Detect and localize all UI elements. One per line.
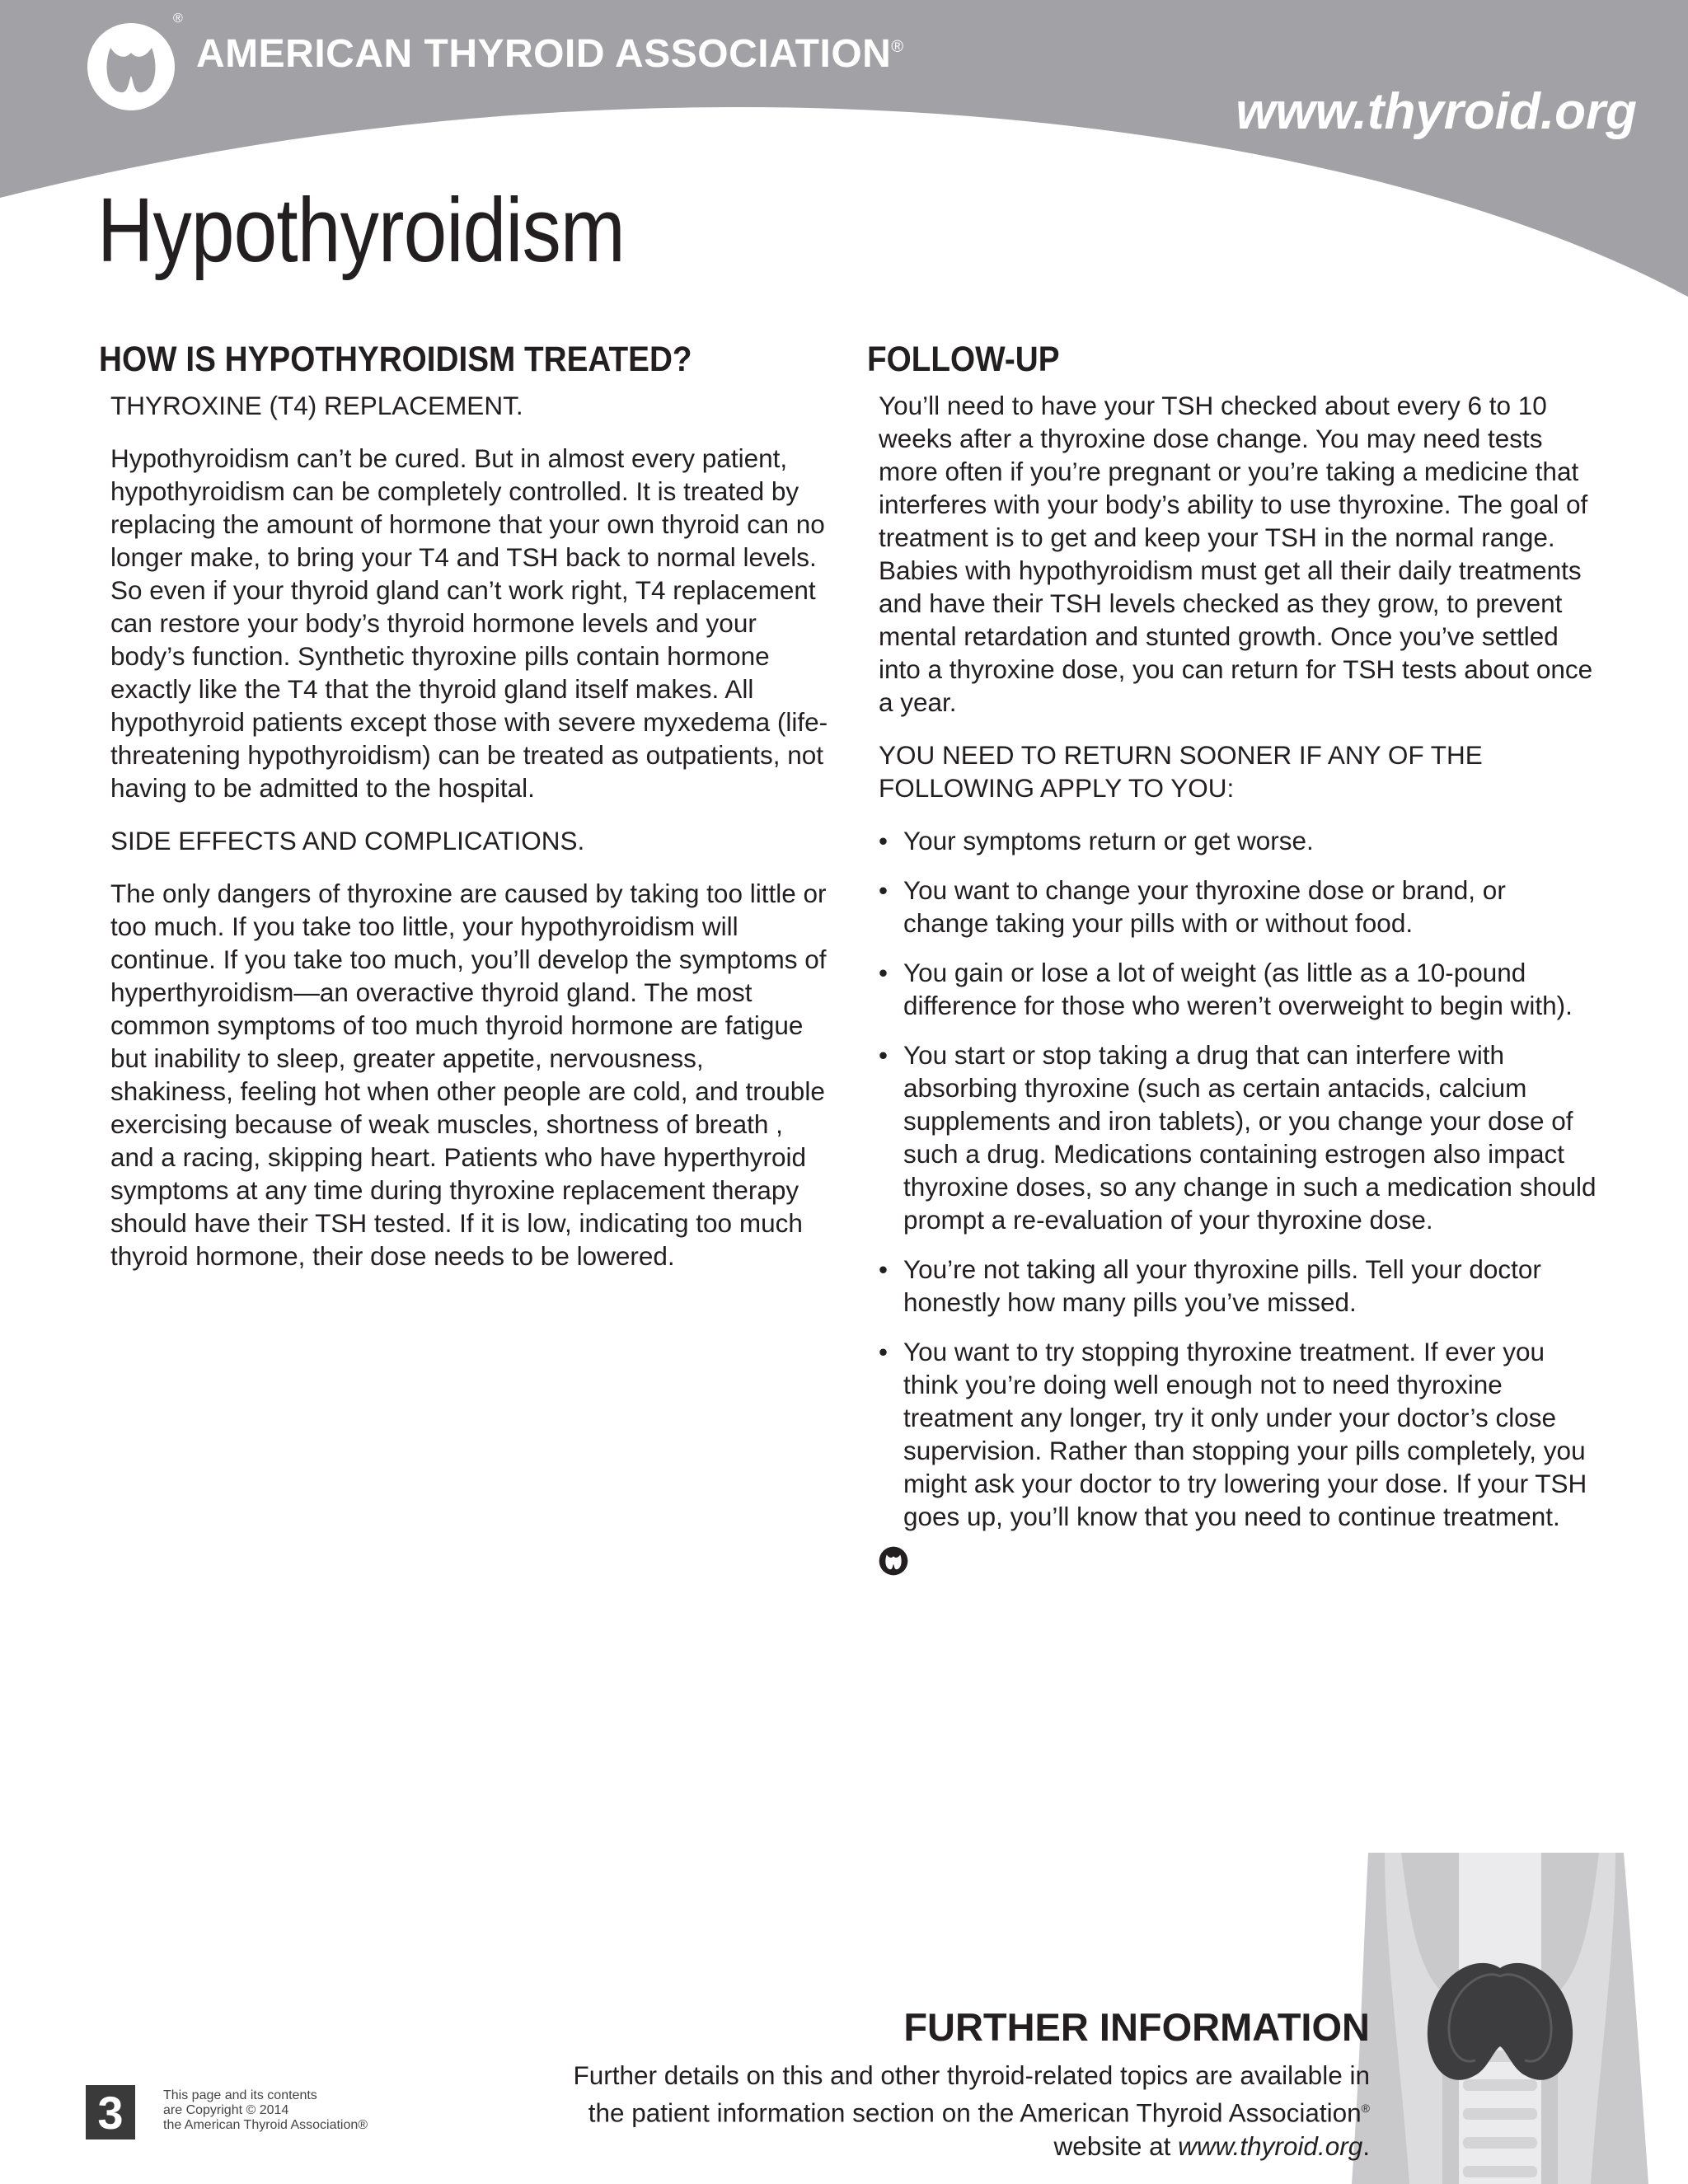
paragraph-treatment: Hypothyroidism can’t be cured. But in almost every patient, hypothyroidism can be completely controlled. It is treated by replacing the amount of hormone that your own thyroid can no longer make, to bring your T4 and TSH back to normal levels. So even if your thyroid gland can’t work right, T4 replacement can restore your body’s thyroid hormone levels and your body’s function. Synthetic thyroxine pills contain hormone exactly like the T4 that the thyroid gland itself makes. All hypothyroid patients except those with severe myxedema (life-threatening hypothyroidism) can be treated as outpatients, not having to be admitted to the hospital.	[110, 443, 828, 803]
thyroid-logo-icon	[86, 21, 176, 112]
copyright-notice: This page and its contents are Copyright © 2014 the American Thyroid Association®	[163, 2088, 368, 2132]
list-item: • You want to try stopping thyroxine treatment. If ever you think you’re doing well enough not to need thyroxine treatment any longer, try it only under your doctor’s close supervision. Rather than stopping your pills completely, you might ask your doctor to try lowering your dose. If your TSH goes up, you’ll know that you need to continue treatment.	[879, 1337, 1587, 1531]
page-number: 3	[86, 2085, 135, 2139]
list-item: • You want to change your thyroxine dose or brand, or change taking your pills with or without food.	[879, 875, 1506, 938]
page-title: Hypothyroidism	[97, 180, 625, 281]
paragraph-follow-up: You’ll need to have your TSH checked about every 6 to 10 weeks after a thyroxine dose change. You may need tests more often if you’re pregnant or you’re taking a medicine that interferes with your body’s ability to use thyroxine. The goal of treatment is to get and keep your TSH in the normal range. Babies with hypothyroidism must get all their daily treatments and have their TSH levels checked as they grow, to prevent mental retardation and stunted growth. Once you’ve settled into a thyroxine dose, you can return for TSH tests about once a year.	[879, 391, 1593, 717]
thyroid-logo-mini-icon	[879, 1546, 908, 1576]
thyroid-anatomy-illustration	[1352, 1853, 1648, 2184]
bullet: •	[879, 1254, 889, 1284]
list-item: • You gain or lose a lot of weight (as little as a 10-pound difference for those who weren’t overweight to begin with).	[879, 958, 1573, 1020]
list-item: • You’re not taking all your thyroxine pills. Tell your doctor honestly how many pills you’ve missed.	[879, 1254, 1541, 1317]
further-information-heading: FURTHER INFORMATION	[903, 2005, 1370, 2049]
subheading-t4-replacement: THYROXINE (T4) REPLACEMENT.	[110, 391, 523, 420]
bullet: •	[879, 1040, 889, 1070]
bullet: •	[879, 958, 889, 987]
list-item: • You start or stop taking a drug that can interfere with absorbing thyroxine (such as certain antacids, calcium supplements and iron tablets), or you change your dose of such a drug. Medications containing estrogen also impact thyroxine doses, so any change in such a medication should prompt a re-evaluation of your thyroxine dose.	[879, 1040, 1597, 1235]
paragraph-side-effects: The only dangers of thyroxine are caused by taking too little or too much. If you take too little, your hypothyroidism will continue. If you take too much, you’ll develop the symptoms of hyperthyroidism—an overactive thyroid gland. The most common symptoms of too much thyroid hormone are fatigue but inability to sleep, greater appetite, nervousness, shakiness, feeling hot when other people are cold, and trouble exercising because of weak muscles, shortness of breath , and a racing, skipping heart. Patients who have hyperthyroid symptoms at any time during thyroxine replacement therapy should have their TSH tested. If it is low, indicating too much thyroid hormone, their dose needs to be lowered.	[110, 879, 827, 1271]
bullet: •	[879, 1337, 889, 1366]
return-conditions-list	[867, 824, 1597, 1533]
further-information-link[interactable]: www.thyroid.org	[1178, 2130, 1363, 2161]
organization-name: AMERICAN THYROID ASSOCIATION®	[196, 32, 904, 76]
section-heading-treatment: HOW IS HYPOTHYROIDISM TREATED?	[99, 340, 692, 379]
bullet: •	[879, 826, 889, 855]
left-column	[99, 338, 828, 1292]
subheading-return-sooner: YOU NEED TO RETURN SOONER IF ANY OF THE FOLLOWING APPLY TO YOU:	[879, 740, 1483, 803]
subheading-side-effects: SIDE EFFECTS AND COMPLICATIONS.	[110, 826, 585, 855]
section-heading-follow-up: FOLLOW-UP	[867, 340, 1060, 379]
right-column	[867, 338, 1597, 1576]
list-item: • Your symptoms return or get worse.	[879, 826, 1314, 855]
logo-registered-mark: ®	[173, 12, 183, 26]
further-information-text: Further details on this and other thyroid-related topics are available in the patient information section on the American Thyroid Association® website at www.thyroid.org.	[573, 2060, 1370, 2161]
bullet: •	[879, 875, 889, 905]
website-url[interactable]: www.thyroid.org	[1236, 83, 1637, 140]
